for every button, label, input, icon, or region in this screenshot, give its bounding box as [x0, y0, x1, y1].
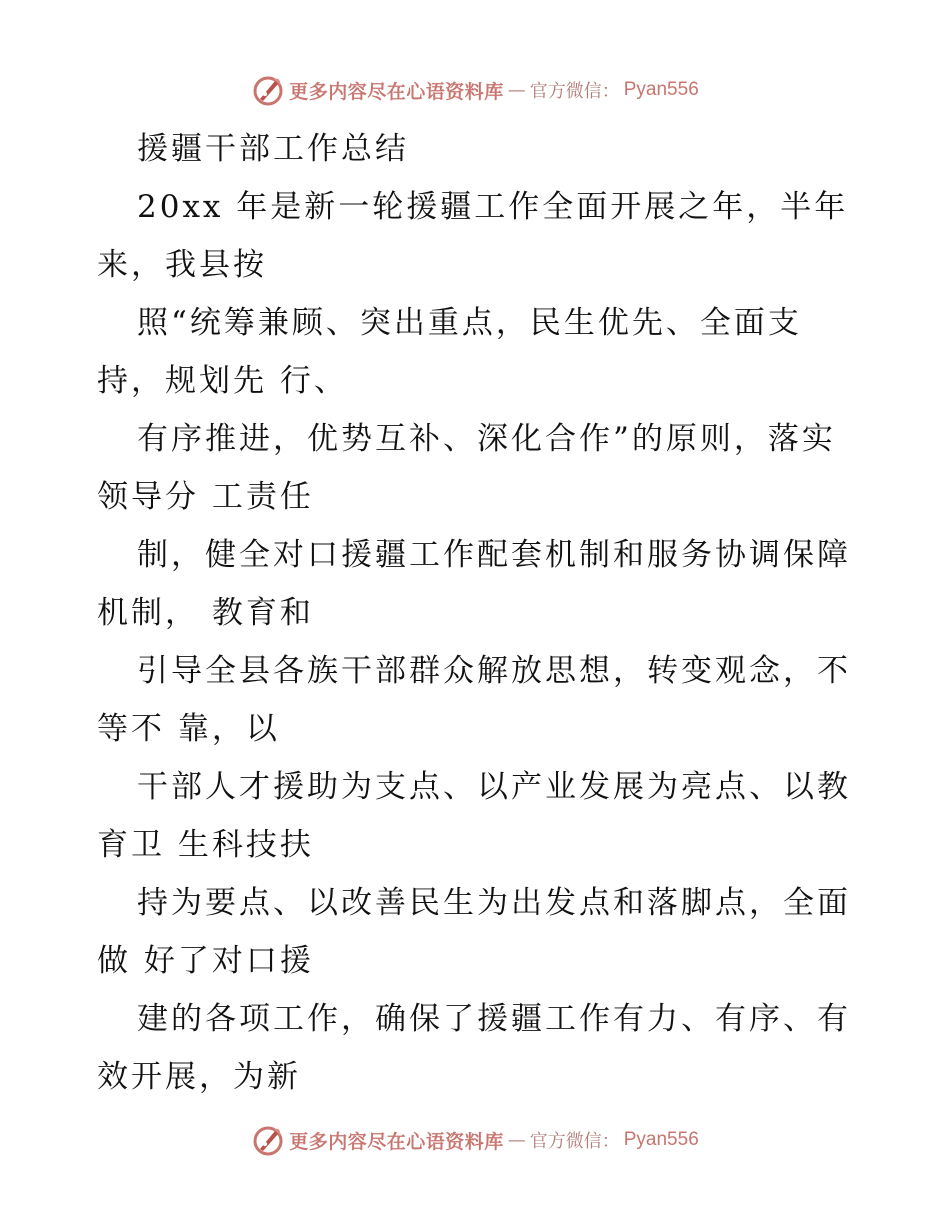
quill-pen-logo-icon	[251, 73, 285, 107]
paragraph-line: 育卫 生科技扶	[97, 827, 314, 863]
paragraph-line: 照“统筹兼顾、突出重点，民生优先、全面支	[137, 305, 802, 341]
paragraph-line: 干部人才援助为支点、以产业发展为亮点、以教	[137, 769, 851, 805]
document-body	[97, 120, 857, 1106]
paragraph-line: 有序推进，优势互补、深化合作”的原则，落实	[137, 421, 836, 457]
paragraph-line: 做 好了对口援	[97, 943, 314, 979]
paragraph-line: 效开展，为新	[97, 1059, 301, 1095]
wechat-label: 官方微信：	[529, 1131, 620, 1152]
paragraph-line: 20xx 年是新一轮援疆工作全面开展之年，半年	[137, 189, 849, 225]
wechat-label: 官方微信：	[529, 81, 620, 102]
paragraph-line: 持为要点、以改善民生为出发点和落脚点，全面	[137, 885, 851, 921]
header-banner	[0, 70, 950, 110]
wechat-id: Pyan556	[623, 1129, 699, 1150]
footer-banner	[0, 1120, 950, 1160]
paragraph-line: 持，规划先 行、	[97, 363, 348, 399]
brand-separator: —	[507, 1129, 526, 1151]
brand-text: 更多内容尽在心语资料库	[289, 80, 504, 103]
brand-text: 更多内容尽在心语资料库	[289, 1130, 504, 1153]
document-title: 援疆干部工作总结	[137, 131, 409, 167]
wechat-id: Pyan556	[623, 79, 699, 100]
brand-separator: —	[507, 79, 526, 101]
paragraph-line: 来，我县按	[97, 247, 267, 283]
paragraph-line: 机制， 教育和	[97, 595, 314, 631]
paragraph-line: 领导分 工责任	[97, 479, 314, 515]
paragraph-line: 引导全县各族干部群众解放思想，转变观念，不	[137, 653, 851, 689]
paragraph-line: 制，健全对口援疆工作配套机制和服务协调保障	[137, 537, 851, 573]
paragraph-line: 建的各项工作，确保了援疆工作有力、有序、有	[137, 1001, 851, 1037]
paragraph-line: 等不 靠，以	[97, 711, 280, 747]
quill-pen-logo-icon	[251, 1123, 285, 1157]
